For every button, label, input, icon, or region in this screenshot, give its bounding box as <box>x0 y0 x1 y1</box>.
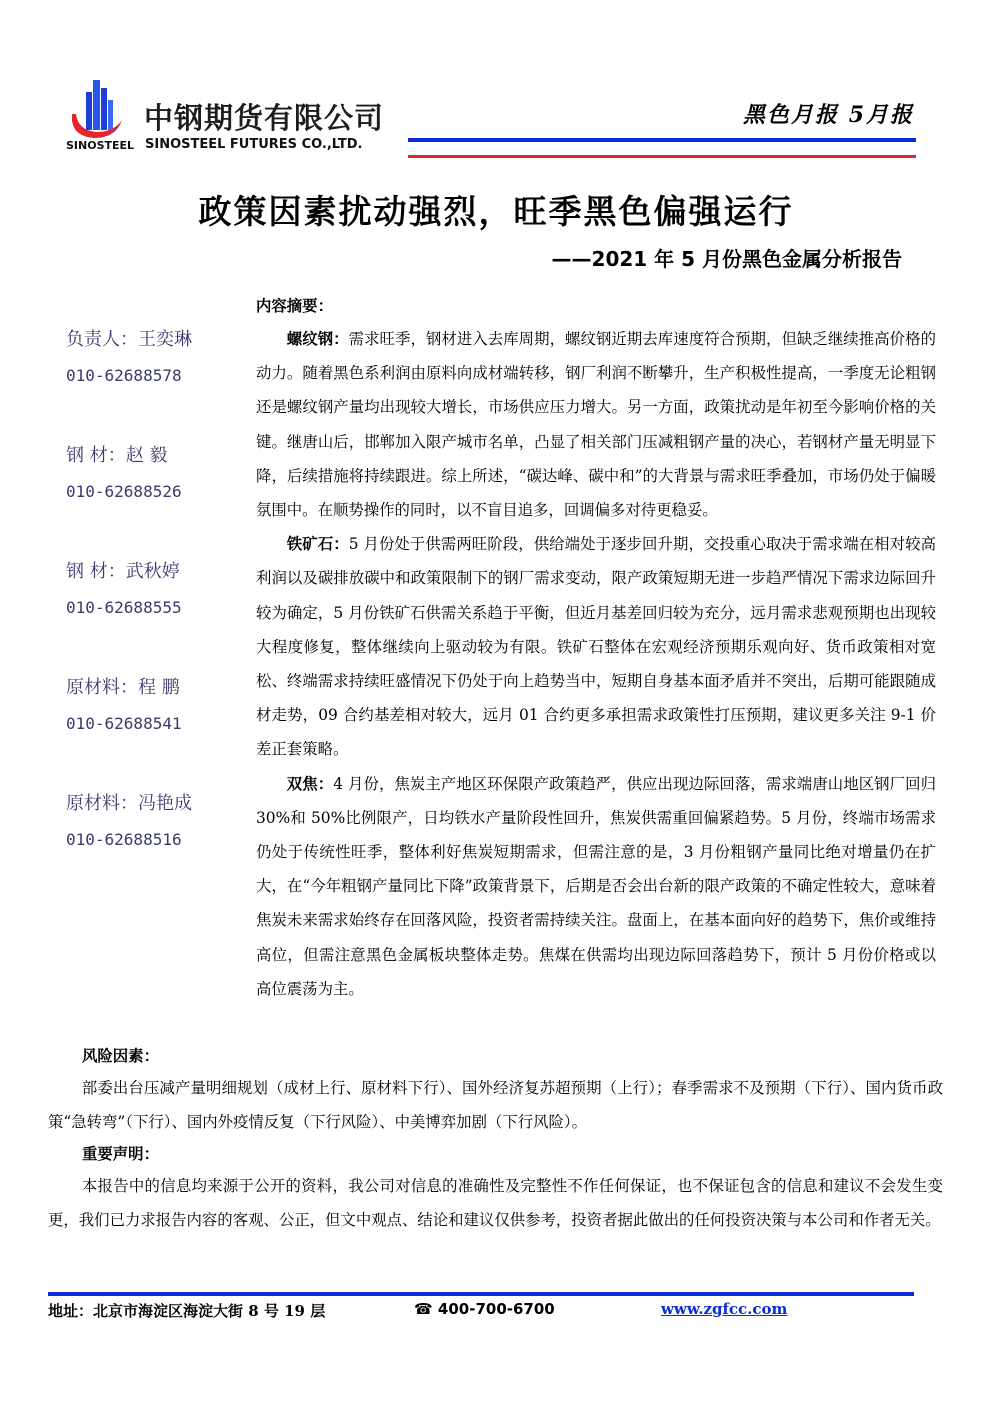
section-rebar <box>256 322 936 527</box>
report-type: 黑色月报 5月报 <box>743 102 914 128</box>
risk-text: 部委出台压减产量明细规划（成材上行、原材料下行）、国外经济复苏超预期（上行）；春季需求不及预期（下行）、国内货币政策“急转弯”（下行）、国内外疫情反复（下行风险）、中美博弈加剧（下行风险）。 <box>48 1079 943 1131</box>
contact-entry <box>66 438 246 554</box>
section-iron-ore <box>256 527 936 766</box>
section-text: 4 月份，焦炭主产地区环保限产政策趋严，供应出现边际回落，需求端唐山地区钢厂回归 30%和 50%比例限产，日均铁水产量阶段性回升，焦炭供需重回偏紧趋势。5 月份，终端市场需求仍处于传统性旺季，整体利好焦炭短期需求，但需注意的是，3 月份粗钢产量同比绝对增量仍在扩大，在“今年粗钢产量同比下降”政策背景下，后期是否会出台新的限产政策的不确定性较大，意味着焦炭未来需求始终存在回落风险，投资者需持续关注。盘面上，在基本面向好的趋势下，焦价或维持高位，但需注意黑色金属板块整体走势。焦煤在供需均出现边际回落趋势下，预计 5 月份价格或以高位震荡为主。 <box>256 774 936 998</box>
contact-entry <box>66 322 246 438</box>
telephone-icon: ☎ <box>414 1300 433 1318</box>
disclaimer-text: 本报告中的信息均来源于公开的资料，我公司对信息的准确性及完整性不作任何保证，也不保证包含的信息和建议不会发生变更，我们已力求报告内容的客观、公正，但文中观点、结论和建议仅供参考，投资者据此做出的任何投资决策与本公司和作者无关。 <box>48 1177 943 1229</box>
disclaimer-heading: 重要声明： <box>82 1145 159 1163</box>
company-name-cn: 中钢期货有限公司 <box>144 101 385 135</box>
contact-role: 原材料：程 鹏 <box>66 677 180 698</box>
lower-sections <box>48 1041 943 1237</box>
report-title: 政策因素扰动强烈，旺季黑色偏强运行 <box>198 192 794 231</box>
contact-phone: 010-62688541 <box>66 714 182 733</box>
contact-entry <box>66 554 246 670</box>
abstract-column <box>256 290 936 1006</box>
section-label: 螺纹钢： <box>286 330 349 348</box>
contact-role: 钢 材：赵 毅 <box>66 445 168 466</box>
section-label: 双焦： <box>286 774 334 793</box>
contact-role: 钢 材：武秋婷 <box>66 561 180 582</box>
section-label: 铁矿石： <box>286 535 349 554</box>
contact-phone: 010-62688555 <box>66 598 182 617</box>
section-text: 需求旺季，钢材进入去库周期，螺纹钢近期去库速度符合预期，但缺乏继续推高价格的动力。随着黑色系利润由原料向成材端转移，钢厂利润不断攀升，生产积极性提高，一季度无论粗钢还是螺纹钢产量均出现较大增长，市场供应压力增大。另一方面，政策扰动是年初至今影响价格的关键。继唐山后，邯郸加入限产城市名单，凸显了相关部门压减粗钢产量的决心，若钢材产量无明显下降，后续措施将持续跟进。综上所述，“碳达峰、碳中和”的大背景与需求旺季叠加，市场仍处于偏暖氛围中。在顺势操作的同时，以不盲目追多，回调偏多对待更稳妥。 <box>256 330 936 520</box>
contact-entry <box>66 670 246 786</box>
section-text: 5 月份处于供需两旺阶段，供给端处于逐步回升期，交投重心取决于需求端在相对较高利润以及碳排放碳中和政策限制下的钢厂需求变动，限产政策短期无进一步趋严情况下需求边际回升较为确定，5 月份铁矿石供需关系趋于平衡，但近月基差回归较为充分，远月需求悲观预期也出现较大程度修复，整体继续向上驱动较为有限。铁矿石整体在宏观经济预期乐观向好、货币政策相对宽松、终端需求持续旺盛情况下仍处于向上趋势当中，短期自身基本面矛盾并不突出，后期可能跟随成材走势，09 合约基差相对较大，远月 01 合约更多承担需求政策性打压预期，建议更多关注 9-1 价差正套策略。 <box>256 535 936 759</box>
abstract-heading: 内容摘要： <box>256 297 333 315</box>
contact-role: 负责人：王奕琳 <box>66 329 192 350</box>
footer-address: 地址：北京市海淀区海淀大街 8 号 19 层 <box>48 1302 326 1320</box>
logo-wordmark: SINOSTEEL <box>66 139 135 152</box>
contact-role: 原材料：冯艳成 <box>66 793 192 814</box>
contact-phone: 010-62688578 <box>66 366 182 385</box>
contact-phone: 010-62688526 <box>66 482 182 501</box>
footer-rule <box>48 1292 914 1296</box>
analyst-contacts <box>66 322 246 902</box>
header-rule-blue <box>408 138 916 142</box>
section-coke-coal <box>256 767 936 1006</box>
contact-phone: 010-62688516 <box>66 830 182 849</box>
company-name-en: SINOSTEEL FUTURES CO.,LTD. <box>145 137 363 152</box>
header-rule-red <box>408 155 916 158</box>
footer-website-link[interactable]: www.zgfcc.com <box>661 1300 788 1318</box>
contact-entry <box>66 786 246 902</box>
risk-heading: 风险因素： <box>82 1047 159 1065</box>
report-subtitle: ——2021 年 5 月份黑色金属分析报告 <box>551 247 902 271</box>
footer-phone-block <box>414 1300 555 1318</box>
footer-phone: 400-700-6700 <box>437 1300 555 1318</box>
